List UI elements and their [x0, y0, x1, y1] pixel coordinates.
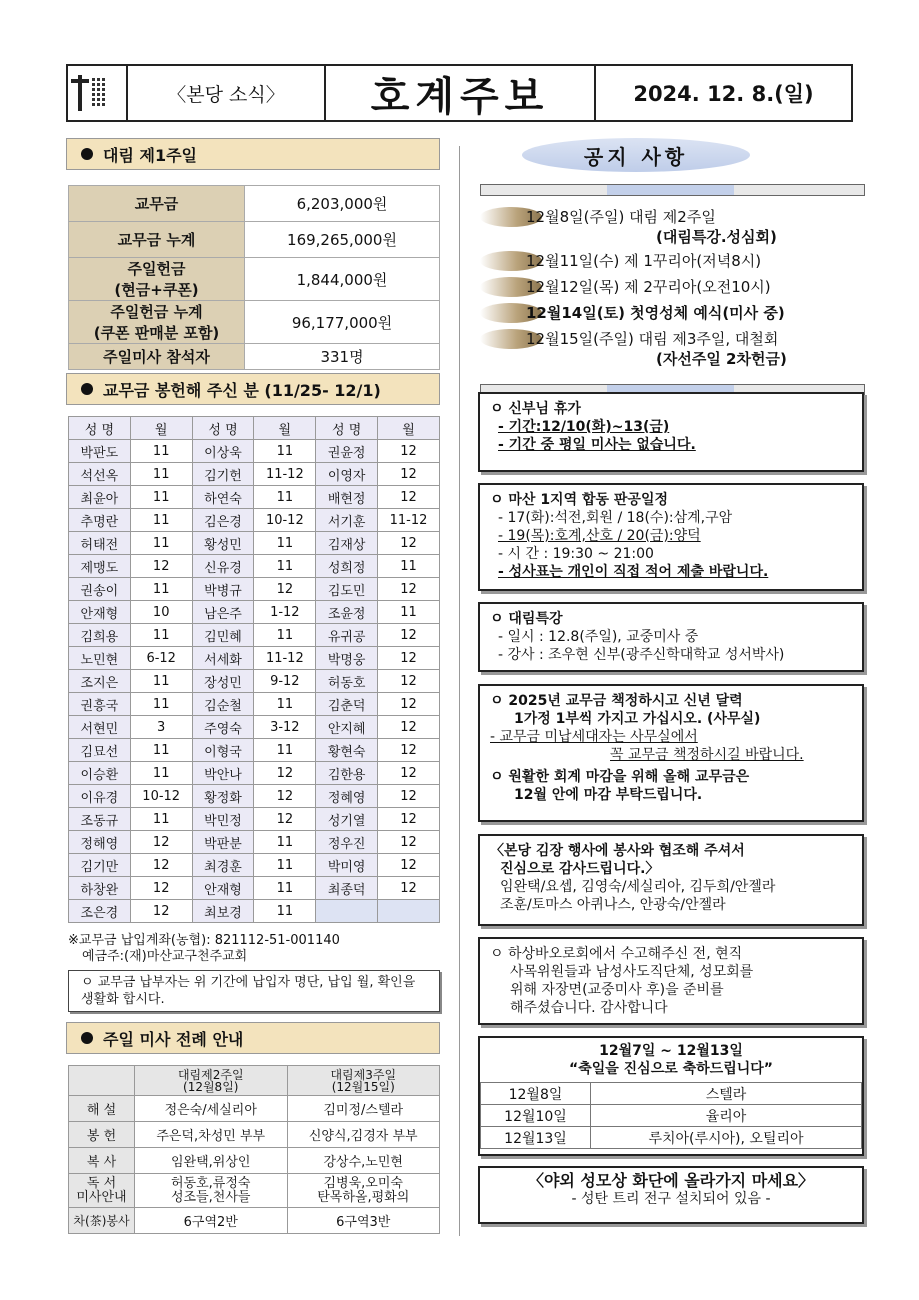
bullet-dot-icon: [81, 383, 93, 395]
feast-date: 12월10일: [481, 1105, 591, 1127]
header-subtitle: 〈본당 소식〉: [128, 66, 326, 120]
bullet-dot-icon: [81, 148, 93, 160]
table-row: [69, 1208, 440, 1234]
notice-line: 꼭 교무금 책정하시길 바랍니다.: [610, 747, 804, 763]
notice-line: 위해 자장면(교중미사 후)을 준비를: [510, 982, 724, 998]
donor-name: [316, 900, 378, 923]
donor-month: 11-12: [254, 463, 316, 486]
donor-name: 황현숙: [316, 739, 378, 762]
table-row: [69, 693, 440, 716]
column-divider: [459, 146, 460, 1236]
offering-value: 331명: [245, 344, 440, 370]
table-row: [69, 670, 440, 693]
notice-line: - 교무금 미납세대자는 사무실에서: [490, 729, 698, 745]
table-row: [69, 1148, 440, 1174]
section-bar-donors: [66, 373, 440, 405]
table-row: [69, 486, 440, 509]
donor-month: 12: [378, 762, 440, 785]
donor-name: 김재상: [316, 532, 378, 555]
section-title: 주일 미사 전례 안내: [103, 1029, 244, 1049]
donor-name: 조동규: [69, 808, 131, 831]
table-row: [481, 1083, 862, 1105]
donor-name: 김묘선: [69, 739, 131, 762]
cell: 허동호,류정숙: [171, 1175, 251, 1191]
donor-month: 11: [254, 532, 316, 555]
donor-month: 10-12: [254, 509, 316, 532]
role-header-blank: [69, 1066, 135, 1096]
donor-name: 김도민: [316, 578, 378, 601]
donor-name: 박판도: [69, 440, 131, 463]
donor-name: 황성민: [192, 532, 254, 555]
donor-month: 12: [378, 486, 440, 509]
donor-name: 주영숙: [192, 716, 254, 739]
donor-name: 안재형: [192, 877, 254, 900]
notice-line: ㅇ 하상바오로회에서 수고해주신 전, 현직: [490, 946, 743, 962]
role-label: 봉 헌: [69, 1122, 135, 1148]
donor-name: 최윤아: [69, 486, 131, 509]
donor-month: 3-12: [254, 716, 316, 739]
col-header: 성 명: [316, 417, 378, 440]
schedule-text: 12월11일(수) 제 1꾸리아(저녁8시): [526, 252, 762, 270]
notice-line: - 기간 중 평일 미사는 없습니다.: [498, 437, 696, 453]
donor-name: 안재형: [69, 601, 131, 624]
notice-line: 임완택/요셉, 김영숙/세실리아, 김두희/안젤라: [500, 879, 776, 895]
donor-name: 최경훈: [192, 854, 254, 877]
table-row: [69, 601, 440, 624]
notice-feast-days: [478, 1036, 864, 1156]
donor-name: 이유경: [69, 785, 131, 808]
donor-month: 3: [130, 716, 192, 739]
role-label: 복 사: [69, 1148, 135, 1174]
donor-name: 장성민: [192, 670, 254, 693]
notice-line: - 강사 : 조우현 신부(광주신학대학교 성서박사): [498, 647, 785, 663]
donor-name: 김기헌: [192, 463, 254, 486]
notice-title: 공지 사항: [522, 138, 750, 172]
schedule-text-sub: (자선주일 2차헌금): [656, 350, 787, 368]
donor-name: 안지혜: [316, 716, 378, 739]
schedule-text: 12월8일(주일) 대림 제2주일: [526, 208, 716, 226]
donor-month: 12: [378, 808, 440, 831]
notice-heading: ㅇ 마산 1지역 합동 판공일정: [490, 492, 669, 508]
donor-month: 12: [378, 624, 440, 647]
notice-census: [478, 483, 864, 591]
donor-name: 신유경: [192, 555, 254, 578]
donor-name: 남은주: [192, 601, 254, 624]
schedule-text-sub: (대림특강.성심회): [656, 228, 777, 246]
feast-greeting: “축일을 진심으로 축하드립니다”: [569, 1061, 773, 1077]
notice-vacation: [478, 392, 864, 472]
donor-month: 12: [378, 716, 440, 739]
feast-date: 12월8일: [481, 1083, 591, 1105]
donor-month: 11: [130, 762, 192, 785]
feast-names: 율리아: [591, 1105, 862, 1127]
table-row: [69, 716, 440, 739]
donor-name: 박병규: [192, 578, 254, 601]
notice-lecture: [478, 602, 864, 672]
donor-name: 성희정: [316, 555, 378, 578]
donor-month: 11: [254, 831, 316, 854]
offering-sublabel: (쿠폰 판매분 포함): [93, 324, 220, 342]
table-row: [69, 1096, 440, 1122]
notice-kimchi: [478, 834, 864, 926]
donor-month: 12: [378, 578, 440, 601]
donor-name: 추명란: [69, 509, 131, 532]
offering-sublabel: (현금+쿠폰): [114, 281, 199, 299]
section-title: 교무금 봉헌해 주신 분 (11/25- 12/1): [103, 380, 381, 400]
feast-names: 루치아(루시아), 오틸리아: [591, 1127, 862, 1149]
donor-name: 김민혜: [192, 624, 254, 647]
donor-month: 11: [378, 601, 440, 624]
donor-name: 박명웅: [316, 647, 378, 670]
donor-month: 11: [130, 808, 192, 831]
donor-name: 김은경: [192, 509, 254, 532]
donor-name: 이상욱: [192, 440, 254, 463]
role-label: 차(茶)봉사: [69, 1208, 135, 1234]
account-holder: 예금주:(재)마산교구천주교회: [82, 949, 248, 964]
donor-month: 11: [254, 486, 316, 509]
donor-month: 11: [130, 670, 192, 693]
notice-heading: ㅇ 신부님 휴가: [490, 401, 581, 417]
donor-name: 최종덕: [316, 877, 378, 900]
cell: 임완택,위상인: [135, 1148, 288, 1174]
donor-month: 12: [378, 831, 440, 854]
feast-period: 12월7일 ~ 12월13일: [599, 1043, 743, 1059]
parish-logo: [68, 66, 128, 120]
donor-month: 11-12: [254, 647, 316, 670]
donor-month: 11-12: [378, 509, 440, 532]
donor-name: 최보경: [192, 900, 254, 923]
donor-name: 김한용: [316, 762, 378, 785]
donor-name: 권송이: [69, 578, 131, 601]
table-row: [69, 1122, 440, 1148]
donor-month: 10: [130, 601, 192, 624]
donor-month: 11: [254, 440, 316, 463]
donor-month: 11: [130, 693, 192, 716]
offering-value: 169,265,000원: [245, 222, 440, 258]
donor-name: 김희용: [69, 624, 131, 647]
notice-line: 조훈/토마스 아퀴나스, 안광숙/안젤라: [500, 897, 726, 913]
col-header: 월: [130, 417, 192, 440]
donor-month: 11: [254, 555, 316, 578]
table-row: [69, 532, 440, 555]
donor-month: 12: [378, 785, 440, 808]
donor-name: 서현민: [69, 716, 131, 739]
table-row: [69, 762, 440, 785]
donor-name: 김순철: [192, 693, 254, 716]
donor-name: 조은경: [69, 900, 131, 923]
cell: 김병욱,오미숙: [323, 1175, 403, 1191]
table-row: [69, 509, 440, 532]
table-row: [69, 831, 440, 854]
cell: 탄목하올,평화의: [317, 1189, 410, 1205]
notice-line: - 시 간 : 19:30 ~ 21:00: [498, 546, 654, 562]
notice-line: 진심으로 감사드립니다.〉: [500, 861, 660, 877]
table-row: [69, 222, 440, 258]
donor-month: 12: [378, 877, 440, 900]
donor-month: 9-12: [254, 670, 316, 693]
donor-name: 박안나: [192, 762, 254, 785]
table-header-row: [69, 1066, 440, 1096]
table-row: [69, 739, 440, 762]
donor-name: 성기열: [316, 808, 378, 831]
donor-month: 11: [130, 440, 192, 463]
offering-label: 주일미사 참석자: [69, 344, 245, 370]
table-row: [69, 624, 440, 647]
donor-month: 11: [130, 486, 192, 509]
donor-month: 11: [254, 624, 316, 647]
header-title: 호계주보: [326, 66, 596, 120]
notice-warning: [478, 1166, 864, 1224]
cell: 정은숙/세실리아: [135, 1096, 288, 1122]
donor-name: 정우진: [316, 831, 378, 854]
donor-name: 권윤정: [316, 440, 378, 463]
liturgy-table: [68, 1065, 440, 1234]
donor-month: 11: [254, 854, 316, 877]
offering-value: 6,203,000원: [245, 186, 440, 222]
col-header: 성 명: [192, 417, 254, 440]
donor-name: 석선옥: [69, 463, 131, 486]
table-row: [69, 647, 440, 670]
cell: 신양식,김경자 부부: [287, 1122, 440, 1148]
col-header: 성 명: [69, 417, 131, 440]
account-info: [68, 933, 440, 965]
notice-line: - 19(목):호계,산호 / 20(금):양덕: [498, 528, 701, 544]
table-row: [69, 555, 440, 578]
parish-logo-icon: [71, 75, 123, 111]
donor-name: 조윤정: [316, 601, 378, 624]
donor-month: 12: [254, 578, 316, 601]
donor-name: 허동호: [316, 670, 378, 693]
header-date: 2024. 12. 8.(일): [633, 82, 814, 106]
list-item: [480, 329, 865, 369]
donor-month: 11: [254, 877, 316, 900]
donor-month: 12: [254, 808, 316, 831]
donor-name: 박미영: [316, 854, 378, 877]
notice-heading: ㅇ 대림특강: [490, 611, 563, 627]
donor-name: 박민정: [192, 808, 254, 831]
donor-month: 12: [378, 854, 440, 877]
donor-month: 11: [130, 532, 192, 555]
table-row: [69, 463, 440, 486]
donor-month: 11: [378, 555, 440, 578]
donor-name: 유귀공: [316, 624, 378, 647]
col-header: 월: [378, 417, 440, 440]
donor-name: 이승환: [69, 762, 131, 785]
col-header-date: (12월15일): [331, 1079, 395, 1094]
notice-line: 〈본당 김장 행사에 봉사와 협조해 주셔서: [490, 843, 745, 859]
donor-name: 서세화: [192, 647, 254, 670]
notice-line: 12월 안에 마감 부탁드립니다.: [514, 787, 703, 803]
notice-line: - 기간:12/10(화)~13(금): [498, 419, 670, 435]
donor-month: [378, 900, 440, 923]
donor-month: 11: [130, 463, 192, 486]
donor-month: 11: [130, 578, 192, 601]
feast-table: [480, 1082, 862, 1149]
table-row: [69, 877, 440, 900]
donor-name: 이영자: [316, 463, 378, 486]
table-row: [481, 1127, 862, 1149]
donor-month: 12: [378, 440, 440, 463]
bullet-dot-icon: [81, 1032, 93, 1044]
section-bar-liturgy: [66, 1022, 440, 1054]
donor-name: 정혜영: [316, 785, 378, 808]
donor-month: 11: [254, 739, 316, 762]
donor-month: 12: [130, 831, 192, 854]
donor-month: 11: [130, 624, 192, 647]
cell: 주은덕,차성민 부부: [135, 1122, 288, 1148]
table-row: [69, 258, 440, 301]
donor-month: 12: [254, 762, 316, 785]
section-title: 대림 제1주일: [103, 145, 197, 165]
warning-line: 〈야외 성모상 화단에 올라가지 마세요〉: [527, 1171, 815, 1190]
table-row: [481, 1105, 862, 1127]
table-row: [69, 301, 440, 344]
table-header-row: [69, 417, 440, 440]
donor-name: 서기훈: [316, 509, 378, 532]
divider-rule: [480, 184, 865, 196]
cell: 6구역3반: [287, 1208, 440, 1234]
cell: 강상수,노민현: [287, 1148, 440, 1174]
donor-name: 황정화: [192, 785, 254, 808]
notice-thanks: [478, 937, 864, 1025]
offering-value: 96,177,000원: [245, 301, 440, 344]
col-header: 대림제2주일: [177, 1067, 244, 1082]
col-header: 월: [254, 417, 316, 440]
table-row: [69, 808, 440, 831]
donor-month: 12: [130, 854, 192, 877]
donor-table: [68, 416, 440, 923]
schedule-list: [480, 207, 865, 369]
notice-dues: [478, 684, 864, 822]
schedule-text: 12월12일(목) 제 2꾸리아(오전10시): [526, 278, 771, 296]
donor-month: 12: [130, 900, 192, 923]
table-row: [69, 900, 440, 923]
notice-line: - 성사표는 개인이 직접 적어 제출 바랍니다.: [498, 564, 769, 580]
donor-month: 12: [378, 670, 440, 693]
table-row: [69, 578, 440, 601]
donor-month: 12: [378, 739, 440, 762]
section-bar-advent: [66, 138, 440, 170]
cell: 6구역2반: [135, 1208, 288, 1234]
donor-name: 허태전: [69, 532, 131, 555]
schedule-text: 12월15일(주일) 대림 제3주일, 대철회: [526, 330, 779, 348]
offering-label: 주일헌금: [127, 260, 186, 278]
donor-month: 12: [130, 877, 192, 900]
bulletin-header: [66, 64, 853, 122]
feast-names: 스텔라: [591, 1083, 862, 1105]
donor-month: 12: [378, 647, 440, 670]
notice-line: - 17(화):석전,회원 / 18(수):삼계,구암: [498, 510, 733, 526]
donor-name: 배현정: [316, 486, 378, 509]
donor-name: 정해영: [69, 831, 131, 854]
donor-name: 노민현: [69, 647, 131, 670]
table-row: [69, 186, 440, 222]
table-row: [69, 1174, 440, 1208]
donor-month: 11: [130, 509, 192, 532]
donor-name: 조지은: [69, 670, 131, 693]
donor-month: 12: [378, 463, 440, 486]
donor-month: 12: [130, 555, 192, 578]
warning-line: - 성탄 트리 전구 설치되어 있음 -: [571, 1191, 771, 1207]
role-label: 독 서: [86, 1175, 117, 1191]
account-number: ※교무금 납입계좌(농협): 821112-51-001140: [68, 933, 340, 948]
donor-month: 1-12: [254, 601, 316, 624]
list-item: [480, 303, 865, 323]
schedule-text: 12월14일(토) 첫영성체 예식(미사 중): [526, 304, 785, 322]
notice-line: 사목위원들과 남성사도직단체, 성모회를: [510, 964, 754, 980]
donor-name: 김춘덕: [316, 693, 378, 716]
role-label: 해 설: [69, 1096, 135, 1122]
cell: 김미정/스텔라: [287, 1096, 440, 1122]
donor-month: 12: [378, 693, 440, 716]
offering-table: [68, 185, 440, 370]
donor-month: 11: [130, 739, 192, 762]
table-row: [69, 785, 440, 808]
donor-month: 12: [378, 532, 440, 555]
offering-label: 교무금: [69, 186, 245, 222]
col-header-date: (12월8일): [183, 1079, 239, 1094]
donor-name: 이형국: [192, 739, 254, 762]
offering-label: 주일헌금 누계: [110, 303, 203, 321]
feast-date: 12월13일: [481, 1127, 591, 1149]
table-row: [69, 344, 440, 370]
cell: 성조들,천사들: [171, 1189, 251, 1205]
col-header: 대림제3주일: [330, 1067, 397, 1082]
donor-month: 12: [254, 785, 316, 808]
notice-line: 1가정 1부씩 가지고 가십시오. (사무실): [514, 711, 761, 727]
donor-name: 박판분: [192, 831, 254, 854]
dues-note: ㅇ 교무금 납부자는 위 기간에 납입자 명단, 납입 월, 확인을 생활화 합시다.: [68, 970, 440, 1012]
table-row: [69, 440, 440, 463]
donor-month: 6-12: [130, 647, 192, 670]
donor-name: 김기만: [69, 854, 131, 877]
notice-line: ㅇ 원활한 회계 마감을 위해 올해 교무금은: [490, 769, 750, 785]
notice-line: 해주셨습니다. 감사합니다: [510, 1000, 668, 1016]
donor-name: 하창완: [69, 877, 131, 900]
table-row: [69, 854, 440, 877]
role-label: 미사안내: [76, 1189, 127, 1205]
donor-month: 10-12: [130, 785, 192, 808]
notice-line: - 일시 : 12.8(주일), 교중미사 중: [498, 629, 699, 645]
list-item: [480, 277, 865, 297]
donor-month: 11: [254, 693, 316, 716]
donor-name: 하연숙: [192, 486, 254, 509]
donor-month: 11: [254, 900, 316, 923]
list-item: [480, 251, 865, 271]
offering-label: 교무금 누계: [69, 222, 245, 258]
donor-name: 권흥국: [69, 693, 131, 716]
offering-value: 1,844,000원: [245, 258, 440, 301]
list-item: [480, 207, 865, 247]
notice-line: ㅇ 2025년 교무금 책정하시고 신년 달력: [490, 693, 743, 709]
donor-name: 제맹도: [69, 555, 131, 578]
